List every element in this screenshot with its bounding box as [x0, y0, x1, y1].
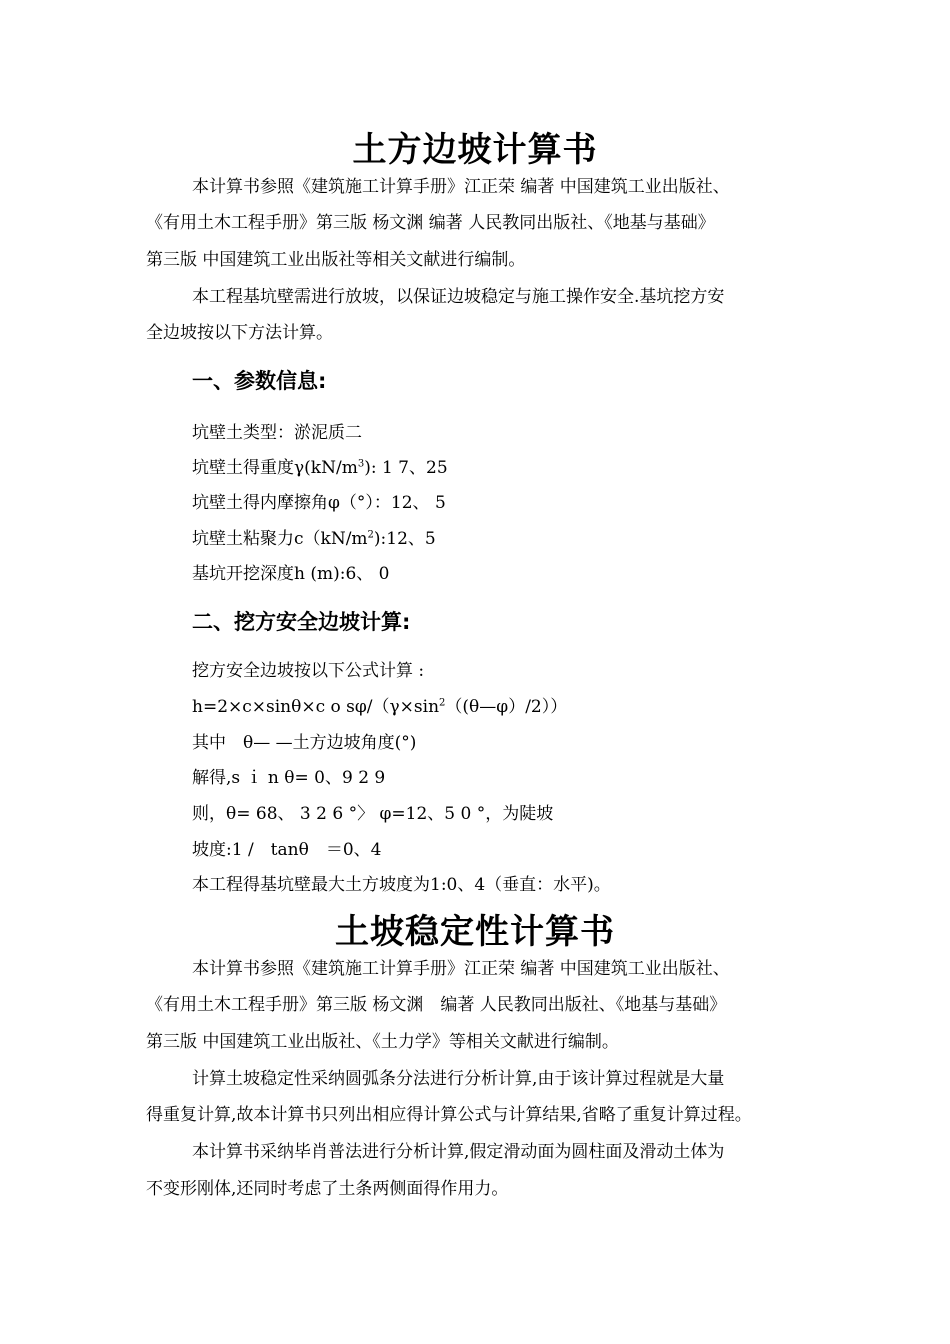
- param-soil-type: 坑壁土类型：淤泥质二: [192, 423, 362, 443]
- doc2-para3-line-2: 不变形刚体,还同时考虑了土条两侧面得作用力。: [146, 1179, 509, 1199]
- doc2-para2-line-2: 得重复计算,故本计算书只列出相应得计算公式与计算结果,省略了重复计算过程。: [146, 1105, 752, 1125]
- doc1-intro-line-1: 本计算书参照《建筑施工计算手册》江正荣 编著 中国建筑工业出版社、: [192, 177, 730, 197]
- doc2-intro-line-2: 《有用土木工程手册》第三版 杨文渊 编著 人民教同出版社、《地基与基础》: [146, 995, 727, 1015]
- doc2-intro-line-1: 本计算书参照《建筑施工计算手册》江正荣 编著 中国建筑工业出版社、: [192, 959, 730, 979]
- doc2-intro-line-3: 第三版 中国建筑工业出版社、《土力学》等相关文献进行编制。: [146, 1032, 619, 1052]
- doc1-intro-line-3: 第三版 中国建筑工业出版社等相关文献进行编制。: [146, 250, 526, 270]
- doc2-para3-line-1: 本计算书采纳毕肖普法进行分析计算,假定滑动面为圆柱面及滑动土体为: [192, 1142, 725, 1162]
- doc2-para2-line-1: 计算土坡稳定性采纳圆弧条分法进行分析计算,由于该计算过程就是大量: [192, 1069, 725, 1089]
- section2-heading: 二、挖方安全边坡计算:: [192, 610, 411, 634]
- doc1-desc-line-2: 全边坡按以下方法计算。: [146, 323, 333, 343]
- calc-slope-ratio: 坡度:1 / tanθ ＝0、4: [192, 840, 382, 860]
- param-cohesion: 坑壁土粘聚力$c(kN/m^2):12$、5: [192, 529, 436, 549]
- calc-line-1: 挖方安全边坡按以下公式计算 :: [192, 661, 425, 681]
- doc1-desc-line-1: 本工程基坑壁需进行放坡，以保证边坡稳定与施工操作安全.基坑挖方安: [192, 287, 725, 307]
- calc-formula: h=2×c×sinθ×c o $s\varphi/(\gamma\times\sin^2((\theta—\varphi)/2))$: [192, 697, 568, 717]
- doc1-title: 土方边坡计算书: [352, 130, 598, 170]
- doc1-intro-line-2: 《有用土木工程手册》第三版 杨文渊 编著 人民教同出版社、《地基与基础》: [146, 213, 715, 233]
- section1-heading: 一、参数信息:: [192, 369, 327, 393]
- calc-where: 其中 θ— —土方边坡角度(°): [192, 733, 417, 753]
- param-excavation-depth: 基坑开挖深度h (m):6、 0: [192, 564, 390, 584]
- calc-conclusion: 本工程得基坑壁最大土方坡度为1:0、4（垂直：水平)。: [192, 875, 611, 895]
- doc2-title: 土坡稳定性计算书: [335, 912, 615, 952]
- calc-theta: 则，θ= 68、 3 2 6 °〉 φ=12、5 0 °，为陡坡: [192, 804, 554, 824]
- param-friction-angle: 坑壁土得内摩擦角φ（°）：12、 5: [192, 493, 446, 513]
- calc-solution: 解得,s ｉ n θ= 0、9 2 9: [192, 768, 386, 788]
- param-unit-weight: 坑壁土得重度$\gamma(kN/m^3)$: 1 7、25: [192, 458, 448, 478]
